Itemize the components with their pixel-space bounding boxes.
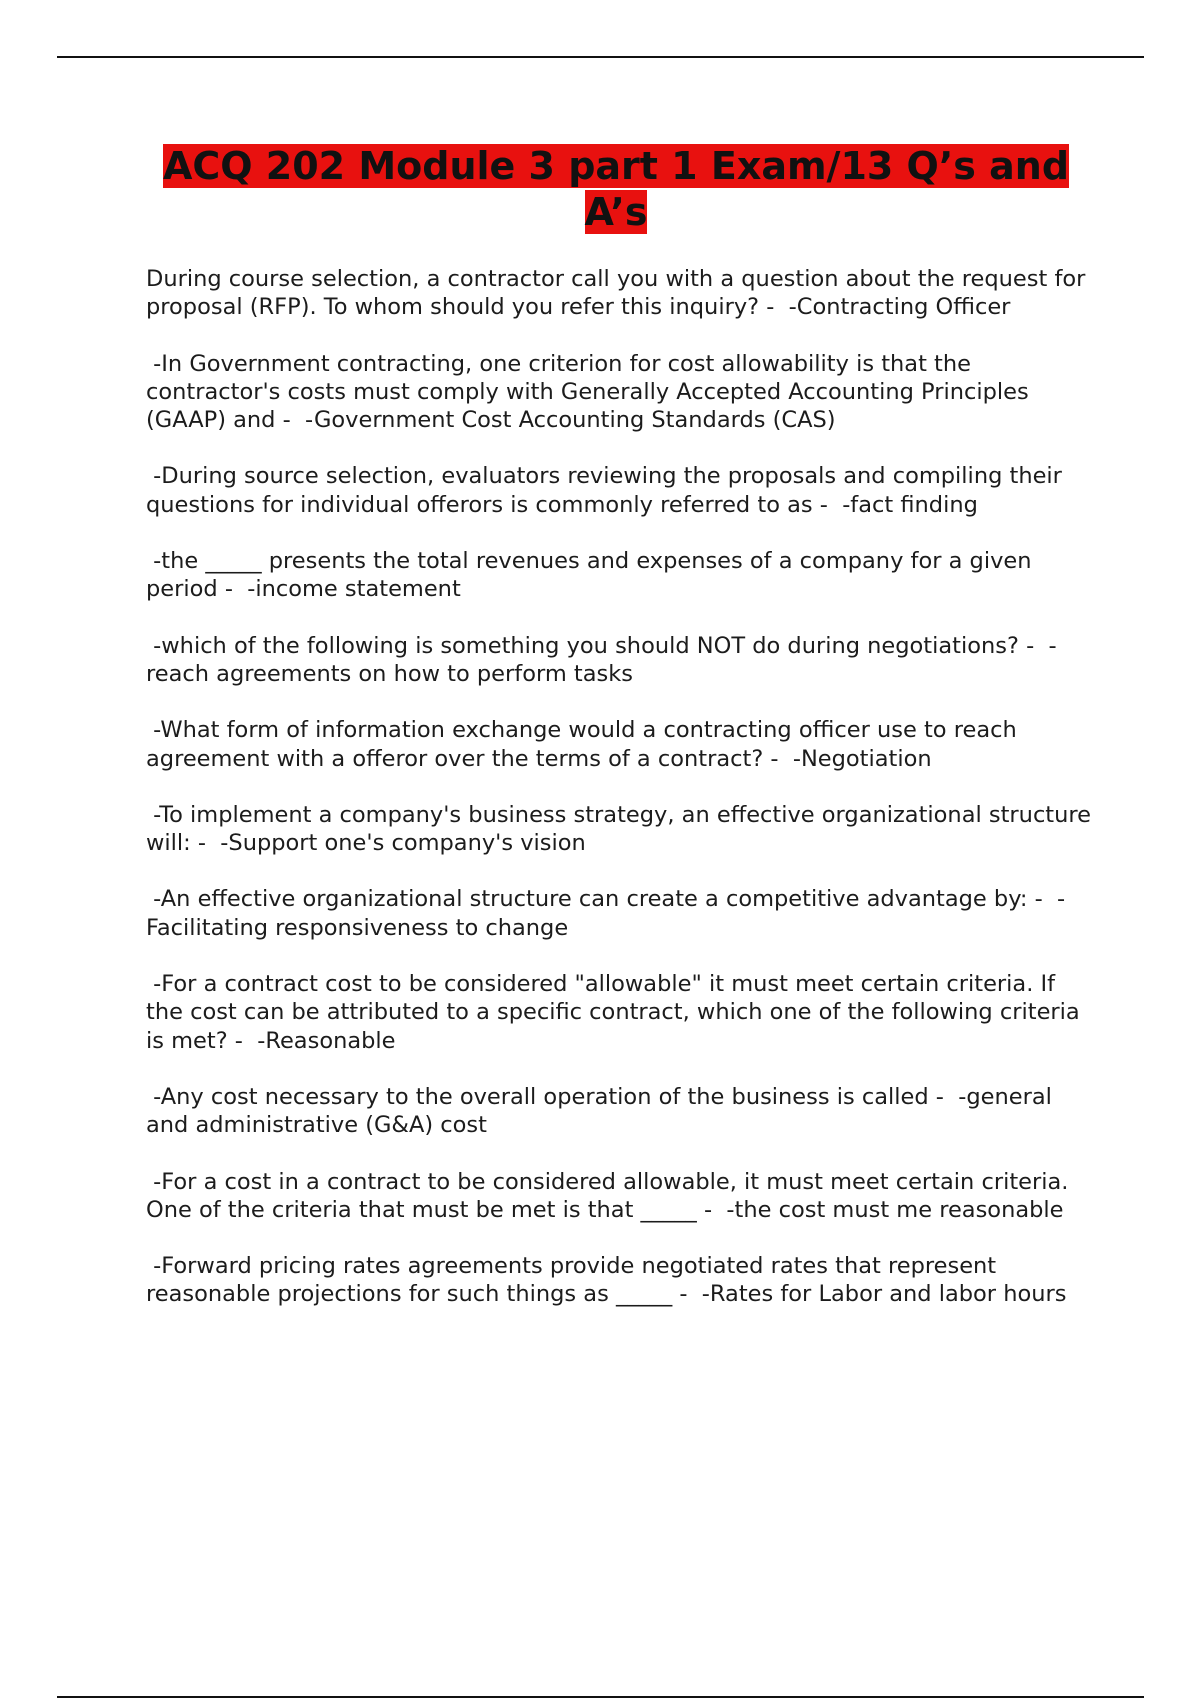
title-block: [146, 143, 1086, 235]
footer-rule: [57, 1696, 1144, 1698]
qa-item: -the _____ presents the total revenues and expenses of a company for a given period - -income statement: [146, 548, 1039, 603]
qa-item: -What form of information exchange would a contracting officer use to reach agreement with a offeror over the terms of a contract? - -Negotiation: [146, 717, 1024, 772]
qa-item: -An effective organizational structure can create a competitive advantage by: - -Facilitating responsiveness to change: [146, 886, 1066, 941]
qa-item: -For a contract cost to be considered "allowable" it must meet certain criteria. If the cost can be attributed to a specific contract, which one of the following criteria is met? - -Reasonable: [146, 971, 1087, 1054]
document-title: ACQ 202 Module 3 part 1 Exam/13 Q’s and A’s: [162, 144, 1070, 234]
header-rule: [57, 56, 1144, 58]
qa-item: -which of the following is something you should NOT do during negotiations? - -reach agreements on how to perform tasks: [146, 632, 1057, 687]
qa-item: -During source selection, evaluators reviewing the proposals and compiling their questions for individual offerors is commonly referred to as - -fact finding: [146, 463, 1070, 518]
qa-item: -To implement a company's business strategy, an effective organizational structure will: - -Support one's company's vision: [146, 801, 1099, 857]
qa-item: -Forward pricing rates agreements provide negotiated rates that represent reasonable projections for such things as _____ - -Rates for Labor and labor hours: [146, 1253, 1067, 1308]
qa-item: -Any cost necessary to the overall operation of the business is called - -general and administrative (G&A) cost: [146, 1083, 1060, 1139]
qa-item: During course selection, a contractor call you with a question about the request for proposal (RFP). To whom should you refer this inquiry? - -Contracting Officer: [146, 266, 1093, 321]
qa-item: -For a cost in a contract to be considered allowable, it must meet certain criteria. One of the criteria that must be met is that _____ - -the cost must me reasonable: [146, 1168, 1076, 1223]
qa-item: -In Government contracting, one criterion for cost allowability is that the contractor's costs must comply with Generally Accepted Accounting Principles (GAAP) and - -Government Cost Accounting Standards (CAS): [146, 350, 1036, 434]
qa-list: [146, 265, 1099, 1337]
